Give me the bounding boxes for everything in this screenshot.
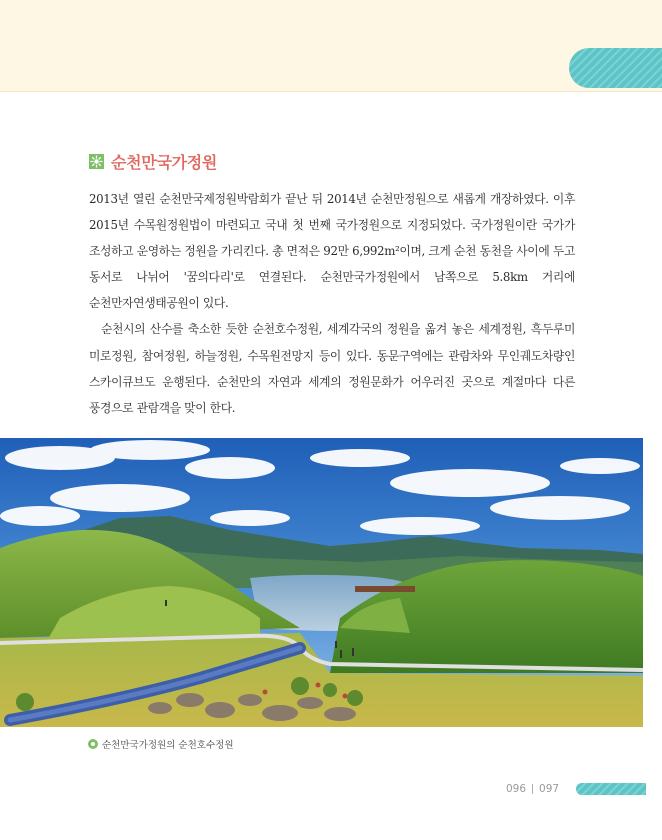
page-numbers — [506, 782, 559, 796]
paragraph-1: 2013년 열린 순천만국제정원박람회가 끝난 뒤 2014년 순천만정원으로 새롭게 개장하였다. 이후 2015년 수목원정원법이 마련되고 국내 첫 번째 국가정원으로 지정되었다. 국가정원이란 국가가 조성하고 운영하는 정원을 가리킨다. 총 면적은 92만 6,992m²이며, 크게 순천 동천을 사이에 두고 동서로 나뉘어 '꿈의다리'로 연결된다. 순천만국가정원에서 남쪽으로 5.8km 거리에 순천만자연생태공원이 있다. — [89, 192, 575, 311]
chapter-tab-bottom — [576, 783, 646, 795]
article-body — [89, 186, 575, 421]
caption-text: 순천만국가정원의 순천호수정원 — [102, 740, 234, 751]
paragraph-2: 순천시의 산수를 축소한 듯한 순천호수정원, 세계각국의 정원을 옮겨 놓은 세계정원, 흑두루미 미로정원, 참여정원, 하늘정원, 수목원전망지 등이 있다. 동문구역에는 관람차와 무인궤도차량인 스카이큐브도 운행된다. 순천만의 자연과 세계의 정원문화가 어우러진 곳으로 계절마다 다른 풍경으로 관람객을 맞이 한다. — [89, 322, 575, 415]
page-number-right: 097 — [539, 783, 560, 795]
top-decorative-band — [0, 0, 662, 92]
page-number-left: 096 — [506, 783, 527, 795]
page-number-divider — [532, 784, 533, 794]
grassy-hills-lake-photo — [0, 438, 643, 727]
chapter-tab-top — [569, 48, 662, 88]
caption-bullet-icon — [88, 739, 98, 749]
flower-icon — [89, 154, 104, 169]
section-title: 순천만국가정원 — [111, 152, 218, 172]
photo-caption — [88, 737, 234, 751]
section-heading — [89, 150, 217, 172]
